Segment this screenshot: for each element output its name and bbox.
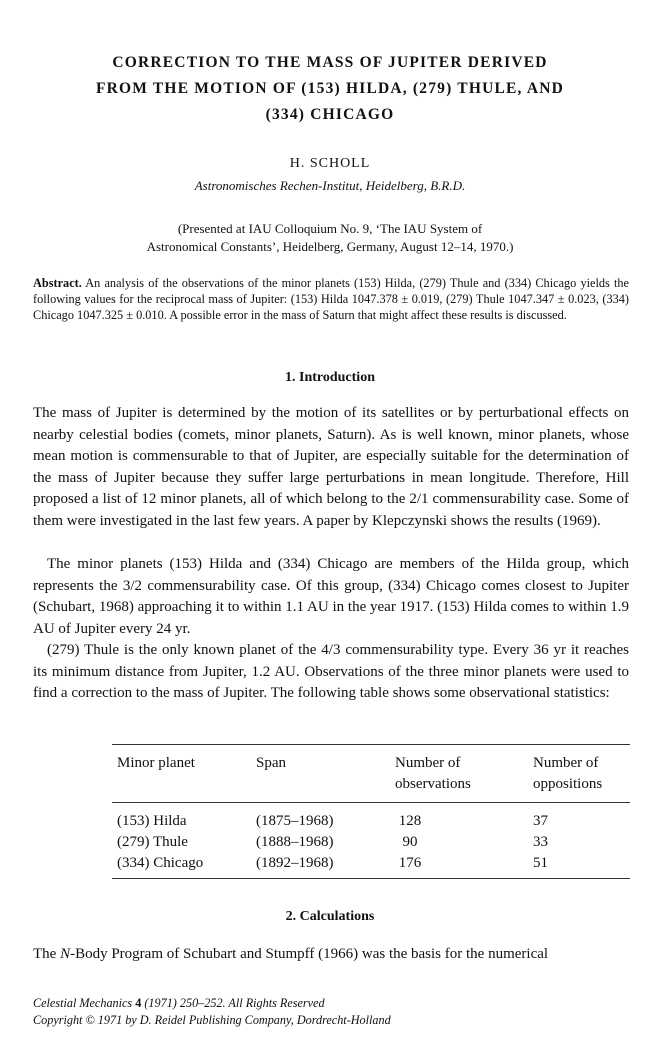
page-footer	[33, 995, 633, 1028]
calc-text-end: -Body Program of Schubart and Stumpff (1966) was the basis for the numerical	[70, 946, 549, 962]
author-affiliation: Astronomisches Rechen-Institut, Heidelberg, B.R.D.	[194, 178, 466, 193]
table-cell-oppositions: 33	[533, 834, 548, 850]
header-oppositions	[533, 753, 602, 795]
section-heading-introduction: 1. Introduction	[285, 370, 375, 385]
intro-paragraph-1: The mass of Jupiter is determined by the motion of its satellites or by perturbational effects on nearby celestial bodies (comets, minor planets, Saturn). As is well known, minor planets, whose mean motion is commensurable to that of Jupiter, are especially suitable for the determination of the mass of Jupiter because they suffer large perturbations in mean longitude. Therefore, Hill proposed a list of 12 minor planets, all of which belong to the 2/1 commensurability case. Some of them were investigated in the last few years. A paper by Klepczynski shows the results (1969).	[33, 405, 629, 529]
table-cell-observations: 90	[402, 834, 418, 850]
table-top-rule	[112, 744, 630, 745]
table-cell-observations: 128	[398, 813, 422, 829]
table-cell-span: (1888–1968)	[256, 834, 334, 850]
table-cell-oppositions: 37	[533, 813, 548, 829]
table-cell-planet: (153) Hilda	[117, 813, 187, 829]
intro-paragraph-3: (279) Thule is the only known planet of the 4/3 commensurability type. Every 36 yr it reaches its minimum distance from Jupiter, 1.2 AU. Observations of the three minor planets were used to find a correction to the mass of Jupiter. The following table shows some observational statistics:	[33, 642, 629, 702]
table-cell-planet: (279) Thule	[117, 834, 188, 850]
calc-text-start: The	[33, 946, 61, 962]
copyright-notice: Copyright © 1971 by D. Reidel Publishing Company, Dordrecht-Holland	[33, 1012, 391, 1027]
header-observations-line-2: observations	[395, 776, 471, 792]
table-cell-planet: (334) Chicago	[117, 855, 204, 871]
abstract-label: Abstract.	[33, 276, 82, 290]
abstract	[33, 275, 629, 323]
paper-title	[40, 50, 620, 128]
author-name: H. SCHOLL	[289, 156, 371, 171]
presented-line-1: (Presented at IAU Colloquium No. 9, ‘The IAU System of	[177, 221, 483, 236]
presented-line-2: Astronomical Constants’, Heidelberg, Germany, August 12–14, 1970.)	[146, 239, 514, 254]
header-observations	[395, 753, 471, 795]
calc-text-italic: N	[60, 946, 71, 962]
table-cell-span: (1892–1968)	[256, 855, 334, 871]
presented-note	[90, 220, 570, 256]
table-header-rule	[112, 802, 630, 803]
table-cell-span: (1875–1968)	[256, 813, 334, 829]
header-oppositions-line-2: oppositions	[533, 776, 603, 792]
journal-citation	[33, 995, 633, 1012]
table-bottom-rule	[112, 878, 630, 879]
header-minor-planet: Minor planet	[117, 755, 195, 771]
title-line-2: FROM THE MOTION OF (153) HILDA, (279) THULE, AND	[95, 80, 565, 97]
header-observations-line-1: Number of	[395, 755, 461, 771]
table-cell-oppositions: 51	[533, 855, 548, 871]
journal-pages: (1971) 250–252. All Rights Reserved	[141, 996, 325, 1010]
intro-paragraph-2: The minor planets (153) Hilda and (334) Chicago are members of the Hilda group, which represents the 3/2 commensurability case. Of this group, (334) Chicago comes closest to Jupiter (Schubart, 1968) approaching it to within 1.1 AU in the year 1917. (153) Hilda comes to within 1.9 AU of Jupiter every 24 yr.	[33, 556, 629, 637]
section-heading-calculations: 2. Calculations	[285, 909, 375, 924]
calc-paragraph-1	[33, 944, 629, 966]
header-span: Span	[256, 755, 286, 771]
title-line-3: (334) CHICAGO	[265, 106, 395, 123]
abstract-text: An analysis of the observations of the minor planets (153) Hilda, (279) Thule and (334) Chicago yields the following values for the reciprocal mass of Jupiter: (153) Hilda 1047.378 ± 0.019, (279) Thule 1047.347 ± 0.023, (334) Chicago 1047.325 ± 0.010. A possible error in the mass of Saturn that might affect these results is discussed.	[33, 276, 629, 322]
title-line-1: CORRECTION TO THE MASS OF JUPITER DERIVED	[112, 54, 548, 71]
journal-volume: 4	[135, 996, 142, 1010]
header-oppositions-line-1: Number of	[533, 755, 599, 771]
journal-name: Celestial Mechanics	[33, 996, 136, 1010]
table-cell-observations: 176	[398, 855, 422, 871]
